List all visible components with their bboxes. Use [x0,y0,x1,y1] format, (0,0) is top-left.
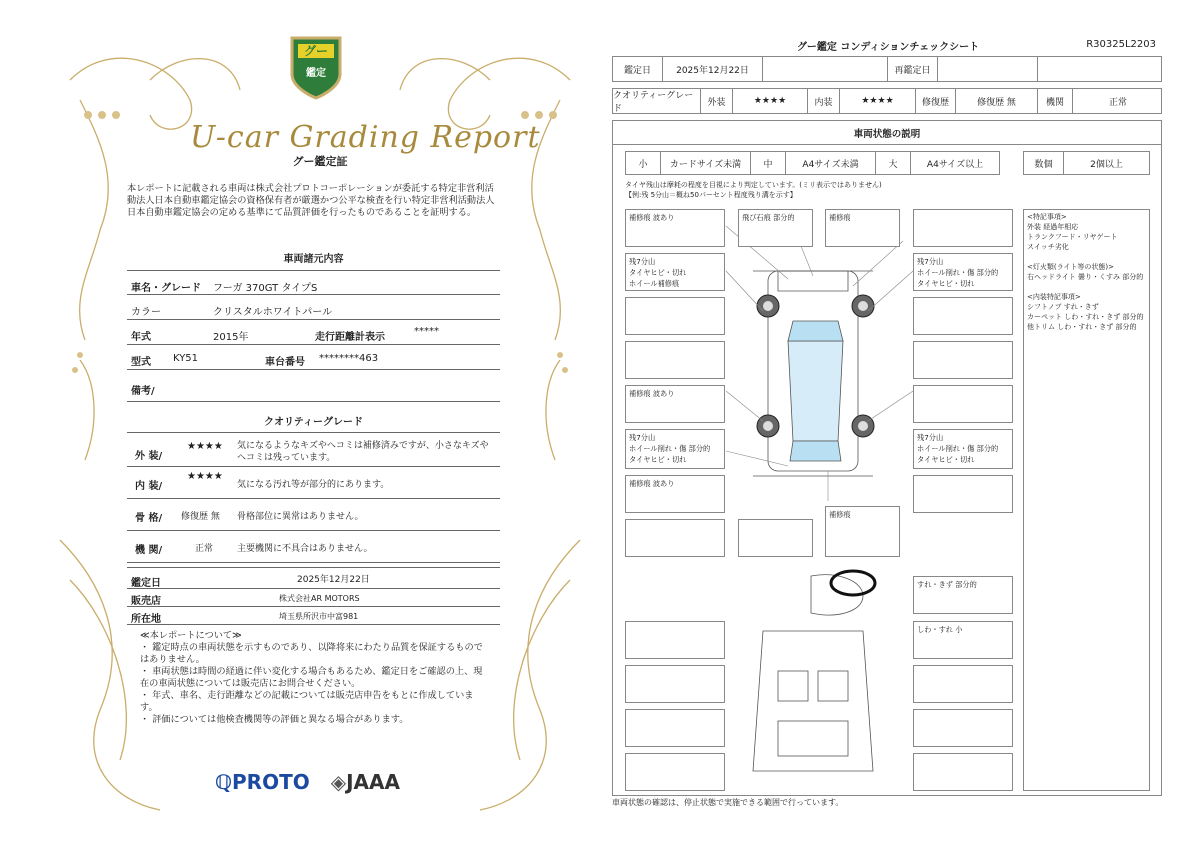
tire-note: タイヤ残山は摩耗の程度を目視により判定しています。(ミリ表示ではありません) [625,181,882,189]
tire-example: 【例:残 5分山＝概ね50パーセント程度残り溝を示す】 [625,191,797,199]
doc-id: R30325L2203 [1086,39,1156,50]
date-row: 鑑定日 2025年12月22日 [127,567,500,589]
note-rear-center: 補修痕 [825,506,900,557]
condition-panel [612,120,1162,796]
color-row: カラー クリスタルホワイトパール [127,295,500,320]
steering-wheel-icon [831,571,875,595]
jaaa-logo: JAAA [346,770,400,794]
spec-title: 車両諸元内容 [283,254,344,265]
model-row: 型式 KY51 車台番号 ********463 [127,345,500,370]
notes-title: ≪本レポートについて≫ [140,630,242,641]
exterior-row: 外 装/ ★★★★ 気になるようなキズやヘコミは補修済みですが、小さなキズやヘコミは残っています。 [127,432,500,467]
year-row: 年式 2015年 走行距離計表示 ***** [127,320,500,345]
note-box [625,519,725,557]
logo-area [215,770,400,794]
special-notes-panel: <特記事項> 外装 経過年相応 トランクフード・リヤゲート スイッチ劣化 <灯火類(ライト等の状態)> 右ヘッドライト 曇り・くすみ 部分的 <内装特記事項> シフトノブ すれ・きず カーペット しわ・すれ・きず 部分的 他トリム しわ・すれ・きず 部分的 [1023,209,1150,791]
note-box [913,209,1013,247]
note-box [625,621,725,659]
date-table: 鑑定日 2025年12月22日 再鑑定日 [612,56,1162,82]
note-box [913,297,1013,335]
jaaa-logo-icon: ◈ [330,770,347,794]
note-box [625,341,725,379]
note-front-right: 補修痕 [825,209,900,247]
condition-title: 車両状態の説明 [613,121,1161,145]
note-box [913,475,1013,513]
note-steering: すれ・きず 部分的 [913,576,1013,614]
note-item: ・ 車両状態は時間の経過に伴い変化する場合もあるため、鑑定日をご確認の上、現在の車両状態については販売店にお問合せください。 [140,666,483,689]
note-box [913,665,1013,703]
cert-title: グー鑑定証 [292,155,348,168]
name-row: 車名・グレード フーガ 370GT タイプS [127,270,500,295]
count-legend: 数個 2個以上 [1023,151,1150,175]
note-rear-right-tire: 残7分山 ホイール削れ・傷 部分的 タイヤヒビ・切れ [913,429,1013,469]
note-box [625,665,725,703]
note-box [738,519,813,557]
frame-row: 骨 格/ 修復歴 無 骨格部位に異常はありません。 [127,499,500,531]
note-item: ・ 評価については他検査機関等の評価と異なる場合があります。 [140,714,409,725]
note-mid-left: 補修痕 波あり [625,385,725,423]
goo-kantei-badge: グー 鑑定 [288,34,344,100]
sheet-title: グー鑑定 コンディションチェックシート [796,42,980,53]
note-rear-left-tire: 残7分山 ホイール削れ・傷 部分的 タイヤヒビ・切れ [625,429,725,469]
sheet-footer: 車両状態の確認は、停止状態で実施できる範囲で行っています。 [612,798,844,807]
note-box [913,709,1013,747]
intro-text: 本レポートに記載される車両は株式会社プロトコーポレーションが委託する特定非営利活動法人日本自動車鑑定協会の資格保有者が厳選かつ公平な検査を行い特定非営利活動法人日本自動車鑑定協会の定める基準にて品質評価を行ったものであることを証明する。 [127,183,495,218]
grade-table: クオリティーグレード 外装 ★★★★ 内装 ★★★★ 修復歴 修復歴 無 機関 正常 [612,88,1162,114]
interior-row: 内 装/ ★★★★ 気になる汚れ等が部分的にあります。 [127,467,500,499]
note-box [625,297,725,335]
report-script-title: U-car Grading Report [190,120,541,155]
note-front-left: 補修痕 波あり [625,209,725,247]
proto-logo-icon: ℚ [215,770,233,794]
condition-check-sheet [612,30,1164,800]
note-front-center: 飛び石痕 部分的 [738,209,813,247]
note-box [913,753,1013,791]
note-item: ・ 鑑定時点の車両状態を示すものであり、以降将来にわたり品質を保証するものではありません。 [140,642,483,665]
remarks-row: 備考/ [127,370,500,402]
note-seat: しわ・すれ 小 [913,621,1013,659]
size-legend: 小 カードサイズ未満 中 A4サイズ未満 大 A4サイズ以上 [625,151,1000,175]
dealer-row: 販売店 株式会社AR MOTORS [127,589,500,607]
note-item: ・ 年式、車名、走行距離などの記載については販売店申告をもとに作成しています。 [140,690,474,713]
note-box [625,709,725,747]
report-notes [140,630,490,726]
note-front-left-tire: 残7分山 タイヤヒビ・切れ ホイール補修痕 [625,253,725,291]
note-rear-left: 補修痕 波あり [625,475,725,513]
note-box [913,341,1013,379]
quality-title: クオリティーグレード [264,417,363,428]
note-box [625,753,725,791]
engine-row: 機 関/ 正常 主要機関に不具合はありません。 [127,531,500,563]
address-row: 所在地 埼玉県所沢市中富981 [127,607,500,625]
note-box [913,385,1013,423]
proto-logo: PROTO [232,770,310,794]
note-front-right-tire: 残7分山 ホイール削れ・傷 部分的 タイヤヒビ・切れ [913,253,1013,291]
